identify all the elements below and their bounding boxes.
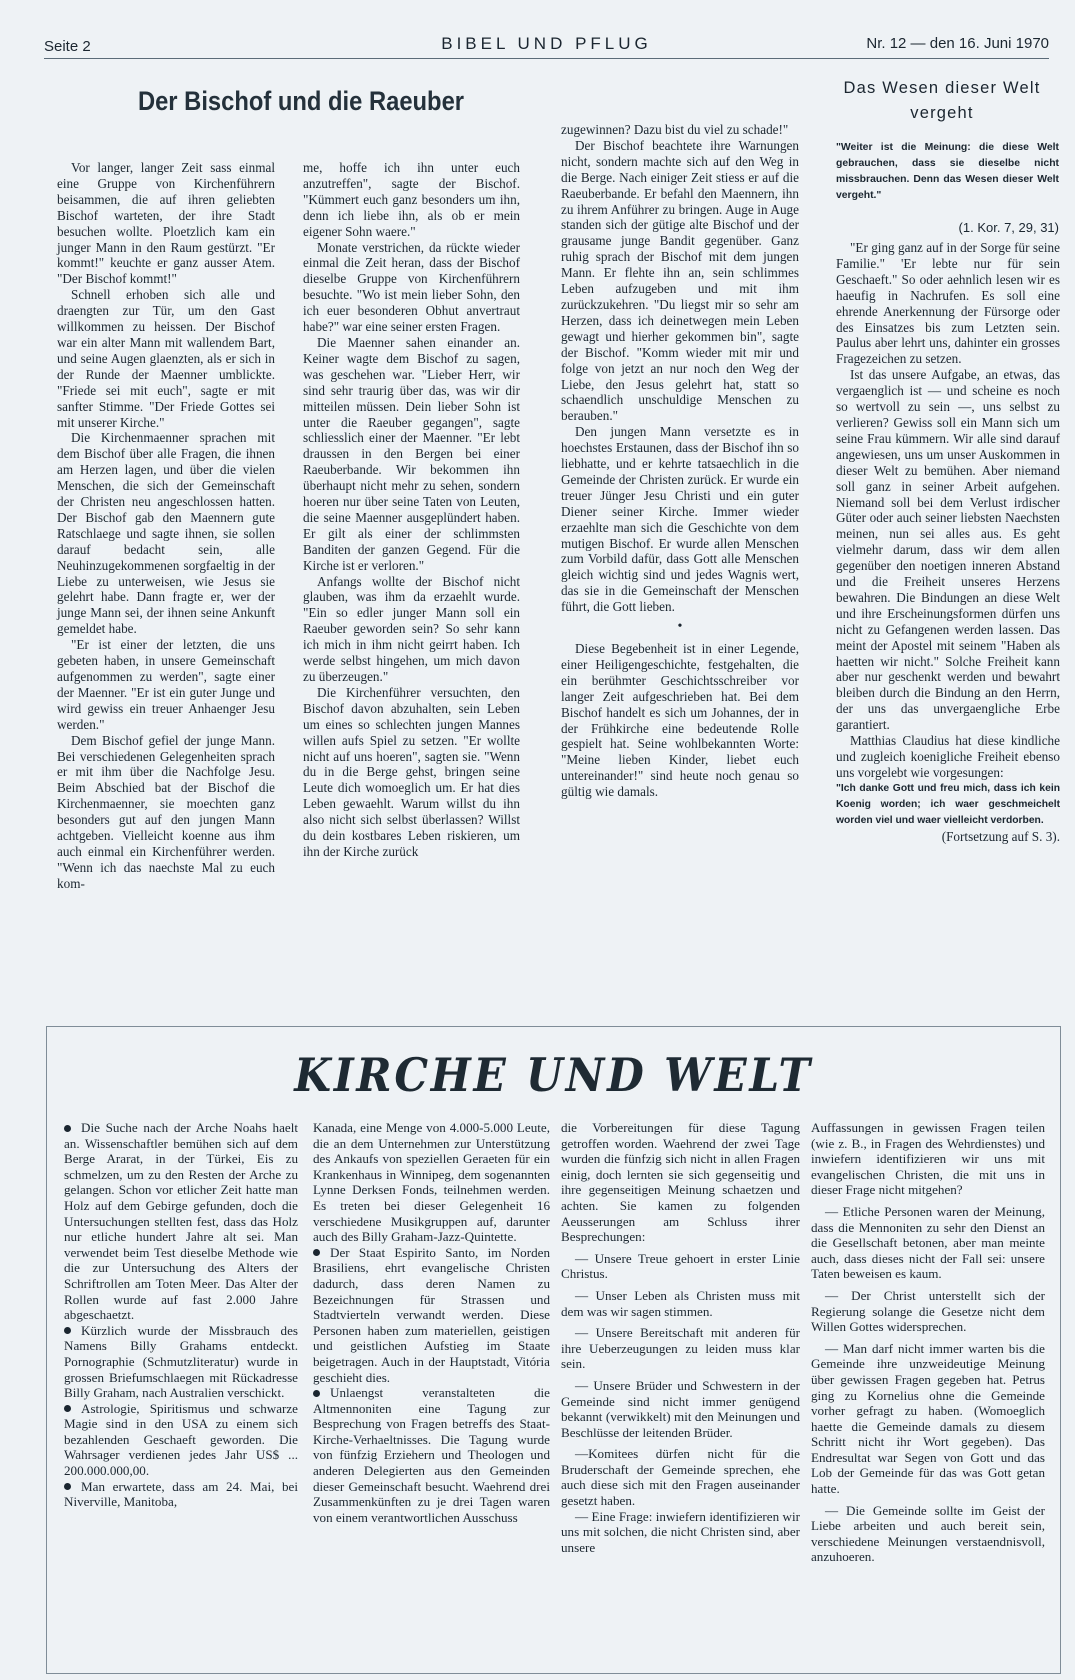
kw-column-1	[64, 1120, 298, 1510]
paragraph: — Etliche Personen waren der Meinung, dass die Mennoniten zu sehr den Dienst an die Gesellschaft betonen, aber man meinte auch, dass dieses nicht der Fall sei: unsere Taten beweisen es kaum.	[811, 1203, 1045, 1282]
paragraph: "Er ging ganz auf in der Sorge für seine Familie." 'Er lebte nur für sein Geschaeft." So oder aehnlich lesen wir es haeufig in Nachrufen. Es soll eine ehrende Anerkennung der Fürsorge oder des Einsatzes bis zum Letzten sein. Paulus aber lehrt uns, dahinter ein grosses Fragezeichen zu setzen.	[836, 240, 1060, 367]
article-title: Der Bischof und die Raeuber	[137, 86, 465, 116]
paragraph: Ist das unsere Aufgabe, an etwas, das vergaenglich ist — und scheine es noch so wertvoll zu sein —, uns selbst zu verlieren? Gewiss soll ein Mann sich um seine Frau kümmern. Wir alle sind darauf angewiesen, uns um unser Auskommen in dieser Welt zu bemühen. Aber niemand soll ganz in seiner Arbeit aufgehen. Niemand soll bei dem Verlust irdischer Güter oder auch seiner liebsten Naechsten meinen, nun sei alles aus. Es geht vielmehr darum, dass wir dem allen gegenüber den noetigen inneren Abstand und die Freiheit unseres Herzens bewahren. Die Bindungen an diese Welt und ihre Erscheinungsformen dürfen uns nicht zu Gefangenen werden lassen. Das meint der Apostel mit seinem "Haben als haetten wir nicht." Solche Freiheit kann aber nur geschenkt werden und bewahrt bleiben durch die Bindung an den Herrn, der uns das unvergaengliche Erbe garantiert.	[836, 367, 1060, 733]
paragraph: Schnell erhoben sich alle und draengten zur Tür, um den Gast willkommen zu heissen. Der Bischof war ein alter Mann mit wallendem Bart, und seine Augen glaenzten, als er sich in der Runde der Maenner umblickte. "Friede sei mit euch", sagte er mit sanfter Stimme. "Der Friede Gottes sei mit unserer Kirche."	[57, 287, 275, 430]
paragraph: Vor langer, langer Zeit sass einmal eine Gruppe von Kirchenführern beisammen, die auf ihren geliebten Bischof warteten, der ihre Stadt besuchen wollte. Ploetzlich kam ein junger Mann in den Raum gestürzt. "Er kommt!" keuchte er ganz ausser Atem. "Der Bischof kommt!"	[57, 160, 275, 287]
news-item: Unlaengst veranstalteten die Altmennoniten eine Tagung zur Besprechung von Fragen betreffs des Staat-Kirche-Verhaeltnisses. Die Tagung wurde von fünfzig Erziehern und Theologen und anderen Delegierten aus den Gemeinden dieser Gemeinschaft besucht. Waehrend drei Zusammenkünften zu je drei Tagen waren von einem verantwortlichen Ausschuss	[313, 1385, 550, 1525]
paragraph: — Unsere Brüder und Schwestern in der Gemeinde sind nicht immer genügend bekannt (verwikkelt) mit den Meinungen und Beschlüsse der leitenden Brüder.	[561, 1377, 800, 1440]
paragraph: — Man darf nicht immer warten bis die Gemeinde ihre unzweideutige Meinung über gewissen Fragen gegeben hat. Petrus ging zu Kornelius ohne die Gemeinde vorher gefragt zu haben. (Womoeglich haette die Gemeinde damals zu diesem Schritt nicht ihr Wort gegeben). Das Endresultat war Segen von Gott und das Lob der Gemeinde für das was Gott getan hatte.	[811, 1340, 1045, 1497]
paragraph: — Unsere Bereitschaft mit anderen für ihre Ueberzeugungen zu leiden muss klar sein.	[561, 1325, 800, 1372]
article-column-2	[303, 160, 520, 860]
sidebar-reference: (1. Kor. 7, 29, 31)	[958, 220, 1059, 235]
paragraph: — Unsere Treue gehoert in erster Linie Christus.	[561, 1250, 800, 1282]
paragraph: — Eine Frage: inwiefern identifizieren wir uns mit solchen, die nicht Christen sind, aber unsere	[561, 1508, 800, 1555]
paragraph: Auffassungen in gewissen Fragen teilen (wie z. B., in Fragen des Wehrdienstes) und inwiefern identifizieren wir uns mit evangelischen Christen, die mit uns in dieser Frage nicht mitgehen?	[811, 1120, 1045, 1198]
bullet-icon	[64, 1483, 71, 1490]
issue-date: Nr. 12 — den 16. Juni 1970	[866, 35, 1049, 52]
sidebar-quote: "Weiter ist die Meinung: die diese Welt gebrauchen, dass sie dieselbe nicht missbrauchen. Denn das Wesen dieser Welt vergeht."	[836, 142, 1059, 202]
sidebar-title: Das Wesen dieser Welt vergeht	[843, 79, 1041, 122]
paragraph: Matthias Claudius hat diese kindliche und zugleich koenigliche Freiheit ebenso uns vorgelebt wie vorgesungen:	[836, 733, 1060, 780]
paragraph: — Der Christ unterstellt sich der Regierung solange die Gesetze nicht dem Willen Gottes widersprechen.	[811, 1287, 1045, 1335]
sidebar-column	[836, 240, 1060, 845]
news-item: Man erwartete, dass am 24. Mai, bei Niverville, Manitoba,	[64, 1478, 298, 1510]
bullet-icon	[313, 1249, 320, 1256]
bullet-icon	[64, 1405, 71, 1412]
paragraph: die Vorbereitungen für diese Tagung getroffen worden. Waehrend der zwei Tage wurden die fünfzig sich nicht in allen Fragen einig, doch lernten sie sich gegenseitig und ihre gegenseitigen Meinung schaetzen und achten. Sie kamen zu folgenden Aeusserungen am Schluss ihrer Besprechungen:	[561, 1120, 800, 1245]
paragraph: Diese Begebenheit ist in einer Legende, einer Heiligengeschichte, festgehalten, die ein berühmter Geschichtsschreiber vor langer Zeit aufgeschrieben hat. Bei dem Bischof handelt es sich um Johannes, der in der Frühkirche eine bedeutende Rolle gespielt hat. Seine wohlbekannten Worte: "Meine lieben Kinder, liebet euch untereinander!" sind heute noch genau so gültig wie damals.	[561, 641, 799, 800]
section-bullet: •	[677, 619, 683, 635]
paragraph: zugewinnen? Dazu bist du viel zu schade!"	[561, 122, 789, 137]
paragraph: "Er ist einer der letzten, die uns gebeten haben, in unsere Gemeinschaft aufgenommen zu werden", sagte einer der Maenner. "Er ist ein guter Junge und wird gewiss ein treuer Anhaenger Jesu werden."	[57, 637, 275, 732]
article-column-1	[57, 160, 275, 892]
paragraph: — Die Gemeinde sollte im Geist der Liebe arbeiten und auch bereit sein, verschiedene Meinungen verstaendnisvoll, anzuhoeren.	[811, 1502, 1045, 1565]
masthead: BIBEL UND PFLUG	[441, 34, 652, 53]
news-item: Astrologie, Spiritismus und schwarze Magie sind in den USA zu einem sich bezahlenden Geschaeft geworden. Die Wahrsager verdienen jedes Jahr US$ ... 200.000.000,00.	[64, 1400, 298, 1479]
paragraph: Anfangs wollte der Bischof nicht glauben, was ihm da erzaehlt wurde. "Ein so edler junger Mann soll ein Raeuber geworden sein? So sehr kann ich mich in ihm nicht geirrt haben. Ich werde selbst hingehen, um mich davon zu überzeugen."	[303, 573, 520, 684]
paragraph: Die Kirchenführer versuchten, den Bischof davon abzuhalten, sein Leben um eines so schlechten jungen Mannes willen aufs Spiel zu setzen. "Er wollte nicht auf uns hoeren", sagten sie. "Wenn du in die Berge gehst, bringen seine Leute dich womoeglich um. Er hat dies Leben gewaehlt. Warum willst du ihn also nicht sich selbst überlassen? Willst du dein kostbares Leben riskieren, um ihn der Kirche zurück	[303, 684, 520, 859]
continued-note: (Fortsetzung auf S. 3).	[941, 828, 1060, 844]
paragraph: —Komitees dürfen nicht für die Bruderschaft der Gemeinde sprechen, ehe auch diese sich mit den Fragen auseinander gesetzt haben.	[561, 1446, 800, 1509]
paragraph: Der Bischof beachtete ihre Warnungen nicht, sondern machte sich auf den Weg in die Berge. Nach einiger Zeit stiess er auf die Raeuberbande. Er befahl den Maennern, ihn zu ihrem Anführer zu bringen. Auge in Auge standen sich der gütige alte Bischof und der grausame junge Bandit gegenüber. Ganz ruhig sprach der Bischof mit dem jungen Mann. Er flehte ihn an, sein schlimmes Leben aufzugeben und mit ihm zurückzukehren. "Du liegst mir so sehr am Herzen, dass ich deinetwegen mein Leben gewagt und hierher gekommen bin", sagte der Bischof. "Komm wieder mit mir und folge von jetzt an nur noch den Weg der Liebe, den Jesus gelehrt hat, statt so schaendlich unschuldige Menschen zu berauben."	[561, 137, 799, 424]
news-item: Die Suche nach der Arche Noahs haelt an. Wissenschaftler bemühen sich auf dem Berge Ararat, in der Türkei, Eis zu schmelzen, um zu den Resten der Arche zu gelangen. Schon vor etlicher Zeit hatte man Holz auf dem Gebirge gefunden, doch die Untersuchungen stellten fest, dass das Holz nur etliche hundert Jahre alt sei. Man verwendet beim Test dieselbe Methode wie die zur Untersuchung des Alters der Schriftrollen am Toten Meer. Das Alter der Rollen wurde auf fast 2.000 Jahre abgeschaetzt.	[64, 1120, 298, 1323]
bullet-icon	[64, 1125, 71, 1132]
paragraph: me, hoffe ich ihn unter euch anzutreffen", sagte der Bischof. "Kümmert euch ganz besonders um ihn, denn ich liebe ihn, als ob er mein eigener Sohn waere."	[303, 160, 520, 239]
paragraph: Kanada, eine Menge von 4.000-5.000 Leute, die an dem Unternehmen zur Unterstützung des Ankaufs von speziellen Geraeten für ein Krankenhaus in Winnipeg, dem sogenannten Lynne Derksen Fonds, teilnehmen werden. Es treten bei dieser Gelegenheit 16 verschiedene Musikgruppen auf, darunter auch des Billy Graham-Jazz-Quintette.	[313, 1120, 550, 1245]
page-header	[44, 34, 1049, 58]
kw-column-3	[561, 1120, 800, 1555]
paragraph: Die Kirchenmaenner sprachen mit dem Bischof über alle Fragen, die ihnen am Herzen lagen, und über die vielen Menschen, die sich der Gemeinschaft der Christen neu angeschlossen hatten. Der Bischof gab den Maennern gute Ratschlaege und sagte ihnen, sie sollen darauf bedacht sein, alle Neuhinzugekommenen sorgfaeltig in der Liebe zu unterweisen, wie Jesus sie gelehrt habe. Dann fragte er, wer der junge Mann sei, der ihnen seine Ankunft gemeldet habe.	[57, 430, 275, 637]
paragraph: Dem Bischof gefiel der junge Mann. Bei verschiedenen Gelegenheiten sprach er mit ihm über die Nachfolge Jesu. Beim Abschied bat der Bischof die Kirchenmaenner, sie moechten ganz besonders gut auf den jungen Mann achtgeben. Vielleicht koenne aus ihm auch einmal ein Kirchenführer werden. "Wenn ich das naechste Mal zu euch kom-	[57, 732, 275, 891]
article-column-3	[561, 122, 799, 800]
poem-quote: "Ich danke Gott und freu mich, dass ich kein Koenig worden; ich waer geschmeichelt worden viel und waer vielleicht verdorben.	[836, 782, 1060, 826]
kw-column-4	[811, 1120, 1045, 1565]
paragraph: Die Maenner sahen einander an. Keiner wagte dem Bischof zu sagen, was geschehen war. "Lieber Herr, wir sind sehr traurig über das, was wir dir mitteilen müssen. Dein lieber Sohn ist unter die Raeuber gegangen", sagte schliesslich einer der Maenner. "Er lebt draussen in den Bergen bei einer Raeuberbande. Wir bekommen ihn überhaupt nicht mehr zu sehen, sondern hoeren nur über seine Taten von Leuten, die seine Maenner ausgeplündert haben. Er gilt als einer der schlimmsten Banditen der ganzen Gegend. Für die Kirche ist er verloren."	[303, 334, 520, 573]
bullet-icon	[313, 1390, 320, 1397]
paragraph: — Unser Leben als Christen muss mit dem was wir sagen stimmen.	[561, 1287, 800, 1319]
header-rule	[44, 58, 1049, 59]
news-item: Der Staat Espirito Santo, im Norden Brasiliens, ehrt evangelische Christen dadurch, dass deren Namen zu Bezeichnungen für Strassen und Stadtvierteln verwandt werden. Diese Personen haben zum materiellen, geistigen und geistlichen Aufstieg im Staate beigetragen. Auch in der Hauptstadt, Vitória geschieht dies.	[313, 1244, 550, 1385]
paragraph: Den jungen Mann versetzte es in hoechstes Erstaunen, dass der Bischof ihn so liebhatte, und er kehrte tatsaechlich in die Gemeinde der Christen zurück. Er wurde ein treuer Jünger Jesu Christi und ein guter Diener seiner Kirche. Immer wieder erzaehlte man sich die Geschichte von dem mutigen Bischof. Er wurde allen Menschen zum Vorbild dafür, dass Gott alle Menschen gleich wichtig sind und jedes Wagnis wert, das sie in die Gemeinschaft der Menschen führt, die Gott lieben.	[561, 424, 799, 615]
kw-column-2	[313, 1120, 550, 1525]
news-item: Kürzlich wurde der Missbrauch des Namens Billy Grahams entdeckt. Pornographie (Schmutzliteratur) wurde in grossen Briefumschlaegen mit Rückadresse Billy Graham, nach Australien verschickt.	[64, 1322, 298, 1401]
bullet-icon	[64, 1327, 71, 1334]
page-number: Seite 2	[44, 38, 91, 55]
paragraph: Monate verstrichen, da rückte wieder einmal die Zeit heran, dass der Bischof dieselbe Gruppe von Kirchenführern besuchte. "Wo ist mein lieber Sohn, den ich euer besonderen Obhut anvertraut habe?" war eine seiner ersten Fragen.	[303, 239, 520, 335]
kirche-und-welt-title: KIRCHE UND WELT	[294, 1048, 813, 1102]
